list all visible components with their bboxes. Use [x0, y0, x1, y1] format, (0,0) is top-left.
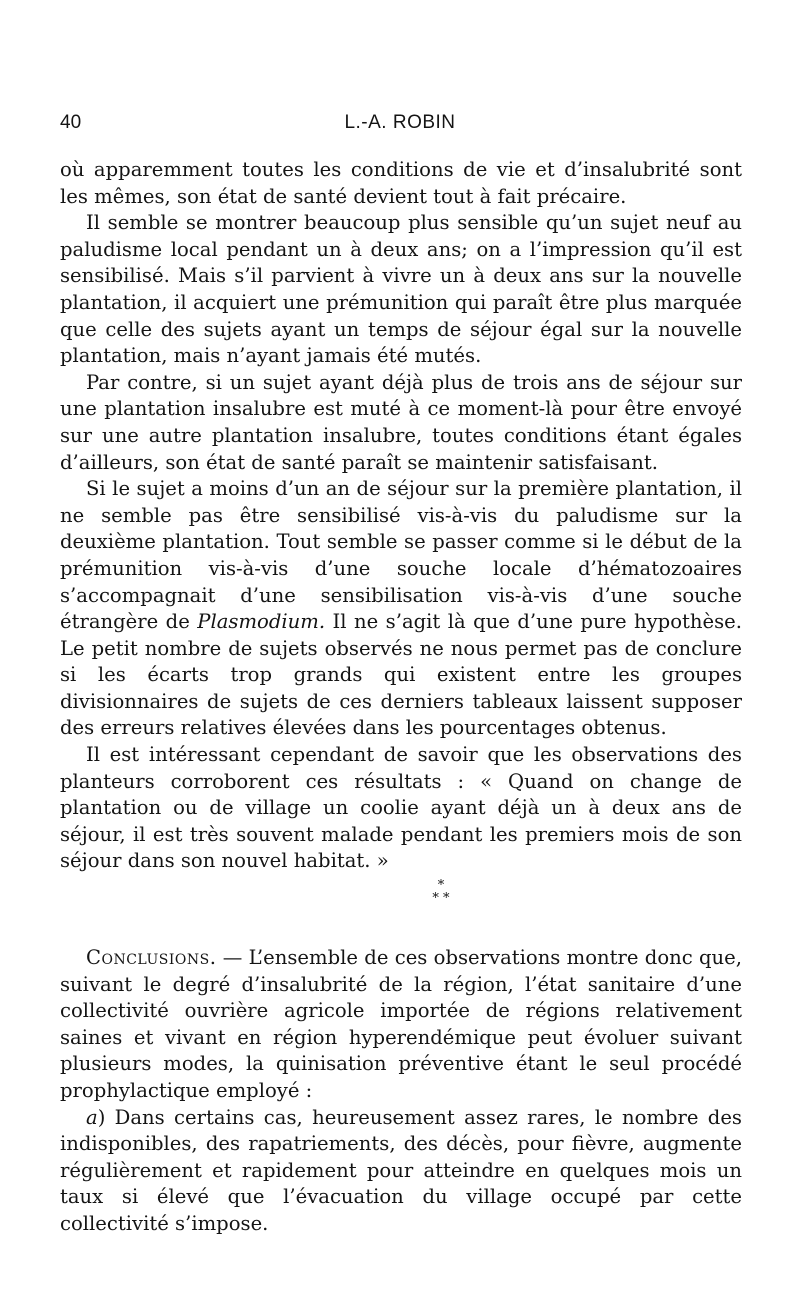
- case-a-marker: a: [86, 1105, 98, 1129]
- paragraph: Il semble se montrer beaucoup plus sensible qu’un sujet neuf au paludisme local pendant un à deux ans; on a l’impression qu’il est sensibilisé. Mais s’il parvient à vivre un à deux ans sur la nouvelle plantation, il acquiert une prémunition qui paraît être plus marquée que celle des sujets ayant un temps de séjour égal sur la nouvelle plantation, mais n’ayant jamais été mutés.: [60, 211, 742, 368]
- paragraph-text: Il ne s’agit là que d’une pure hypothèse. Le petit nombre de sujets observés ne nous permet pas de conclure si les écarts trop grands qui existent entre les groupes divisionnaires de sujets de ces derniers tableaux laissent supposer des erreurs relatives élevées dans les pourcentages obtenus.: [60, 610, 742, 740]
- page-header: [60, 112, 740, 142]
- case-a-paragraph: [60, 1105, 742, 1238]
- body-text: [60, 157, 742, 1238]
- section-separator: [60, 879, 742, 905]
- case-a-text: ) Dans certains cas, heureusement assez rares, le nombre des indisponibles, des rapatriements, des décès, pour fièvre, augmente régulièrement et rapidement pour atteindre en quelques mois un taux si élevé que l’évacuation du village occupé par cette collectivité s’impose.: [60, 1105, 742, 1235]
- paragraph-continued: où apparemment toutes les conditions de vie et d’insalubrité sont les mêmes, son état de santé devient tout à fait précaire.: [60, 158, 742, 208]
- page-number: 40: [60, 112, 82, 133]
- paragraph-text: Si le sujet a moins d’un an de séjour sur la première plantation, il ne semble pas être sensibilisé vis-à-vis du paludisme sur la deuxième plantation. Tout semble se passer comme si le début de la prémunition vis-à-vis d’une souche locale d’hématozoaires s’accompagnait d’une sensibilisation vis-à-vis d’une souche étrangère de: [60, 477, 742, 634]
- running-head: L.-A. ROBIN: [344, 112, 456, 133]
- paragraph: [60, 476, 742, 742]
- genus-name-italic: Plasmodium.: [197, 610, 326, 634]
- paragraph: Il est intéressant cependant de savoir que les observations des planteurs corroborent ces résultats : « Quand on change de plantation ou de village un coolie ayant déjà un à deux ans de séjour, il est très souvent malade pendant les premiers mois de son séjour dans son nouvel habitat. »: [60, 743, 742, 873]
- paragraph: Par contre, si un sujet ayant déjà plus de trois ans de séjour sur une plantation insalubre est muté à ce moment-là pour être envoyé sur une autre plantation insalubre, toutes conditions étant égales d’ailleurs, son état de santé paraît se maintenir satisfaisant.: [60, 370, 742, 474]
- conclusions-paragraph: [60, 945, 742, 1105]
- conclusions-label: Conclusions.: [86, 946, 217, 970]
- asterism-top: *: [437, 878, 445, 894]
- asterism-bottom: * *: [432, 891, 450, 907]
- conclusions-text: — L’ensemble de ces observations montre donc que, suivant le degré d’insalubrité de la région, l’état sanitaire d’une collectivité ouvrière agricole importée de régions relativement saines et vivant en région hyperendémique peut évoluer suivant plusieurs modes, la quinisation préventive étant le seul procédé prophylactique employé :: [60, 946, 742, 1102]
